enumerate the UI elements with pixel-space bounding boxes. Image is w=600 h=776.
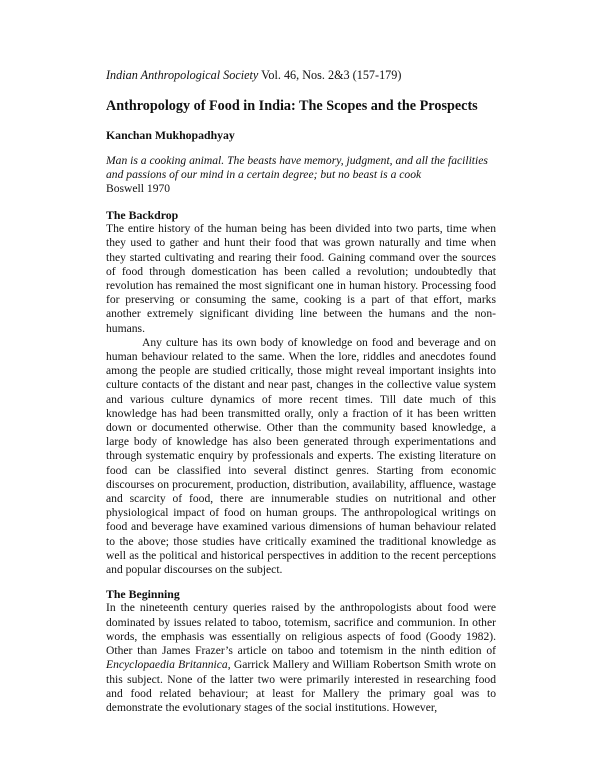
journal-name: Indian Anthropological Society [106, 68, 259, 82]
paragraph: The entire history of the human being has been divided into two parts, time when they used to gather and hunt their food that was grown naturally and time when they started cultivating and rearing their food. Gaining command over the sources of food through domestication has been called a revolution; undoubtedly that revolution has remained the most significant one in human history. Processing food for preserving or consuming the same, cooking is a part of that effort, marks another extremely significant dividing line between the humans and the non-humans. [106, 222, 496, 335]
article-title: Anthropology of Food in India: The Scopes and the Prospects [106, 98, 478, 114]
paragraph: Any culture has its own body of knowledge on food and beverage and on human behaviour related to the same. When the lore, riddles and anecdotes found among the people are studied critically, those might reveal important insights into culture contacts of the distant and near past, changes in the collective value system and various culture dynamics of more recent times. Till date much of this knowledge has had been transmitted orally, only a fraction of it has been written down or documented otherwise. Other than the community based knowledge, a large body of knowledge has also been generated through experimentations and through systematic enquiry by professionals and experts. The existing literature on food can be classified into several distinct genres. Starting from economic discourses on procurement, production, distribution, availability, affluence, wastage and scarcity of food, there are innumerable studies on nutritional and other physiological impact of food on human groups. The anthropological writings on food and beverage have examined various dimensions of human behaviour related to the above; those studies have critically examined the traditional knowledge as well as the political and historical perspectives in addition to the recent perceptions and popular discourses on the subject. [106, 335, 496, 577]
epigraph [106, 154, 496, 197]
section-heading-beginning: The Beginning [106, 587, 180, 602]
section-heading-backdrop: The Backdrop [106, 208, 179, 222]
encyclopaedia-title: Encyclopaedia Britannica [106, 658, 228, 672]
author-name: Kanchan Mukhopadhyay [106, 128, 235, 142]
paragraph-text: , Garrick Mallery and William Robertson Smith wrote on this subject. None of the latter two were primarily interested in researching food and food related behaviour; at least for Mallery the primary goal was to demonstrate the evolutionary stages of the social institutions. However, [106, 658, 496, 714]
epigraph-quote-line-1: Man is a cooking animal. The beasts have memory, judgment, and all the facilities [106, 154, 488, 167]
epigraph-quote-line-2: and passions of our mind in a certain degree; but no beast is a cook [106, 168, 422, 182]
journal-volume-pages: Vol. 46, Nos. 2&3 (157-179) [258, 68, 402, 82]
journal-citation [106, 68, 496, 83]
paragraph [106, 601, 496, 715]
epigraph-attribution: Boswell 1970 [106, 182, 171, 196]
article-body [106, 208, 496, 715]
paragraph-text: In the nineteenth century queries raised by the anthropologists about food were dominated by issues related to taboo, totemism, sacrifice and communion. In other words, the emphasis was essentially on religious aspects of food (Goody 1982). Other than James Frazer’s article on taboo and totemism in the ninth edition of [106, 601, 496, 658]
